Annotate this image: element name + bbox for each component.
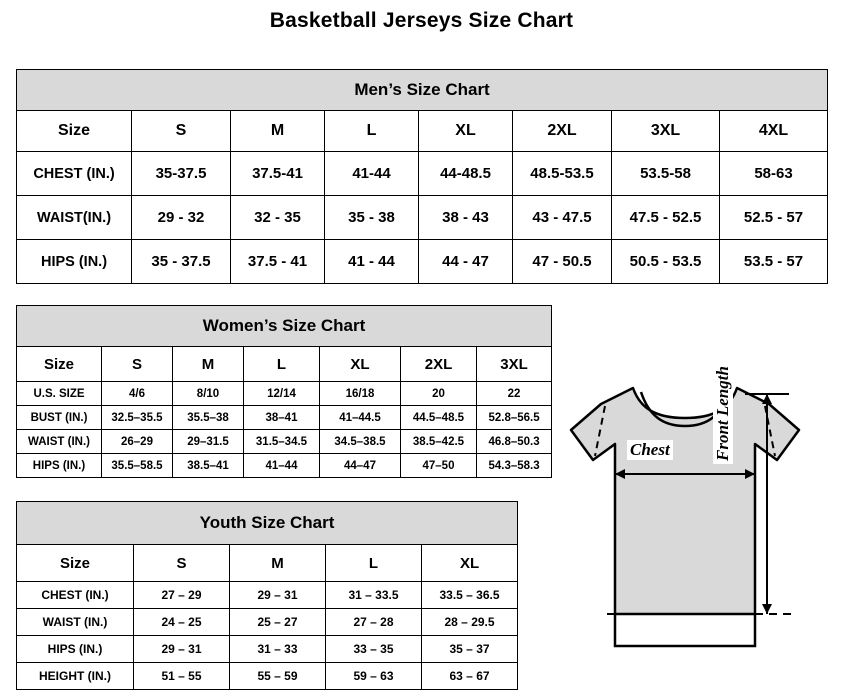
womens-band-row bbox=[17, 306, 552, 347]
table-cell: 12/14 bbox=[244, 382, 320, 406]
table-row bbox=[17, 636, 518, 663]
mens-col-2xl: 2XL bbox=[513, 111, 612, 152]
mens-header-row bbox=[17, 111, 828, 152]
table-cell: 31 – 33.5 bbox=[326, 582, 422, 609]
table-cell: 4/6 bbox=[102, 382, 173, 406]
womens-col-3xl: 3XL bbox=[477, 347, 552, 382]
table-row bbox=[17, 406, 552, 430]
womens-size-table bbox=[16, 305, 552, 478]
youth-band-title: Youth Size Chart bbox=[17, 502, 518, 545]
table-row bbox=[17, 382, 552, 406]
table-cell: 38.5–42.5 bbox=[401, 430, 477, 454]
table-cell: 47–50 bbox=[401, 454, 477, 478]
youth-size-chart bbox=[16, 501, 518, 690]
table-cell: 35 – 37 bbox=[422, 636, 518, 663]
front-length-measurement-label: Front Length bbox=[713, 363, 733, 464]
table-cell: 20 bbox=[401, 382, 477, 406]
mens-col-l: L bbox=[325, 111, 419, 152]
table-row bbox=[17, 240, 828, 284]
mens-row-label: CHEST (IN.) bbox=[17, 152, 132, 196]
table-cell: 53.5 - 57 bbox=[720, 240, 828, 284]
womens-col-l: L bbox=[244, 347, 320, 382]
table-cell: 25 – 27 bbox=[230, 609, 326, 636]
mens-row-label: WAIST(IN.) bbox=[17, 196, 132, 240]
table-cell: 34.5–38.5 bbox=[320, 430, 401, 454]
table-row bbox=[17, 609, 518, 636]
table-cell: 53.5-58 bbox=[612, 152, 720, 196]
table-cell: 55 – 59 bbox=[230, 663, 326, 690]
womens-col-m: M bbox=[173, 347, 244, 382]
table-cell: 54.3–58.3 bbox=[477, 454, 552, 478]
table-cell: 24 – 25 bbox=[134, 609, 230, 636]
mens-col-s: S bbox=[132, 111, 231, 152]
table-cell: 44 - 47 bbox=[419, 240, 513, 284]
chest-measurement-label: Chest bbox=[627, 440, 673, 460]
table-cell: 35.5–58.5 bbox=[102, 454, 173, 478]
table-cell: 63 – 67 bbox=[422, 663, 518, 690]
table-cell: 27 – 28 bbox=[326, 609, 422, 636]
table-cell: 33 – 35 bbox=[326, 636, 422, 663]
table-cell: 52.5 - 57 bbox=[720, 196, 828, 240]
table-cell: 29 - 32 bbox=[132, 196, 231, 240]
table-cell: 38–41 bbox=[244, 406, 320, 430]
table-cell: 38 - 43 bbox=[419, 196, 513, 240]
table-cell: 48.5-53.5 bbox=[513, 152, 612, 196]
table-cell: 51 – 55 bbox=[134, 663, 230, 690]
youth-header-row bbox=[17, 545, 518, 582]
table-cell: 29 – 31 bbox=[134, 636, 230, 663]
table-cell: 35.5–38 bbox=[173, 406, 244, 430]
womens-band-title: Women’s Size Chart bbox=[17, 306, 552, 347]
table-cell: 26–29 bbox=[102, 430, 173, 454]
page-title: Basketball Jerseys Size Chart bbox=[269, 9, 574, 32]
table-cell: 16/18 bbox=[320, 382, 401, 406]
table-cell: 22 bbox=[477, 382, 552, 406]
youth-col-m: M bbox=[230, 545, 326, 582]
youth-col-xl: XL bbox=[422, 545, 518, 582]
table-cell: 31 – 33 bbox=[230, 636, 326, 663]
table-cell: 37.5-41 bbox=[231, 152, 325, 196]
table-cell: 29 – 31 bbox=[230, 582, 326, 609]
table-cell: 44.5–48.5 bbox=[401, 406, 477, 430]
womens-row-label: WAIST (IN.) bbox=[17, 430, 102, 454]
youth-size-table bbox=[16, 501, 518, 690]
table-cell: 58-63 bbox=[720, 152, 828, 196]
youth-row-label: HIPS (IN.) bbox=[17, 636, 134, 663]
table-cell: 32 - 35 bbox=[231, 196, 325, 240]
mens-col-m: M bbox=[231, 111, 325, 152]
womens-header-row bbox=[17, 347, 552, 382]
table-cell: 32.5–35.5 bbox=[102, 406, 173, 430]
table-cell: 46.8–50.3 bbox=[477, 430, 552, 454]
table-row bbox=[17, 196, 828, 240]
mens-row-label: HIPS (IN.) bbox=[17, 240, 132, 284]
table-cell: 28 – 29.5 bbox=[422, 609, 518, 636]
youth-row-label: WAIST (IN.) bbox=[17, 609, 134, 636]
jersey-shirt-icon bbox=[545, 364, 835, 674]
table-cell: 38.5–41 bbox=[173, 454, 244, 478]
table-cell: 31.5–34.5 bbox=[244, 430, 320, 454]
jersey-measurement-diagram bbox=[545, 364, 835, 674]
table-cell: 44–47 bbox=[320, 454, 401, 478]
table-cell: 50.5 - 53.5 bbox=[612, 240, 720, 284]
table-cell: 37.5 - 41 bbox=[231, 240, 325, 284]
table-cell: 33.5 – 36.5 bbox=[422, 582, 518, 609]
table-row bbox=[17, 582, 518, 609]
table-cell: 47.5 - 52.5 bbox=[612, 196, 720, 240]
womens-row-label: BUST (IN.) bbox=[17, 406, 102, 430]
youth-col-size: Size bbox=[17, 545, 134, 582]
mens-size-table bbox=[16, 69, 828, 284]
mens-size-chart bbox=[16, 69, 828, 284]
mens-band-title: Men’s Size Chart bbox=[17, 70, 828, 111]
table-cell: 8/10 bbox=[173, 382, 244, 406]
womens-col-s: S bbox=[102, 347, 173, 382]
table-row bbox=[17, 663, 518, 690]
table-cell: 35 - 38 bbox=[325, 196, 419, 240]
table-cell: 47 - 50.5 bbox=[513, 240, 612, 284]
table-cell: 44-48.5 bbox=[419, 152, 513, 196]
table-cell: 43 - 47.5 bbox=[513, 196, 612, 240]
mens-col-4xl: 4XL bbox=[720, 111, 828, 152]
table-cell: 41-44 bbox=[325, 152, 419, 196]
womens-size-chart bbox=[16, 305, 552, 478]
table-row bbox=[17, 152, 828, 196]
youth-row-label: CHEST (IN.) bbox=[17, 582, 134, 609]
youth-col-s: S bbox=[134, 545, 230, 582]
table-cell: 41–44 bbox=[244, 454, 320, 478]
youth-col-l: L bbox=[326, 545, 422, 582]
table-cell: 29–31.5 bbox=[173, 430, 244, 454]
womens-col-xl: XL bbox=[320, 347, 401, 382]
mens-col-xl: XL bbox=[419, 111, 513, 152]
table-cell: 59 – 63 bbox=[326, 663, 422, 690]
womens-row-label: U.S. SIZE bbox=[17, 382, 102, 406]
table-cell: 35-37.5 bbox=[132, 152, 231, 196]
table-cell: 27 – 29 bbox=[134, 582, 230, 609]
womens-col-2xl: 2XL bbox=[401, 347, 477, 382]
mens-col-size: Size bbox=[17, 111, 132, 152]
womens-col-size: Size bbox=[17, 347, 102, 382]
table-row bbox=[17, 454, 552, 478]
table-row bbox=[17, 430, 552, 454]
table-cell: 41 - 44 bbox=[325, 240, 419, 284]
youth-band-row bbox=[17, 502, 518, 545]
youth-row-label: HEIGHT (IN.) bbox=[17, 663, 134, 690]
table-cell: 41–44.5 bbox=[320, 406, 401, 430]
mens-col-3xl: 3XL bbox=[612, 111, 720, 152]
table-cell: 35 - 37.5 bbox=[132, 240, 231, 284]
womens-row-label: HIPS (IN.) bbox=[17, 454, 102, 478]
mens-band-row bbox=[17, 70, 828, 111]
table-cell: 52.8–56.5 bbox=[477, 406, 552, 430]
